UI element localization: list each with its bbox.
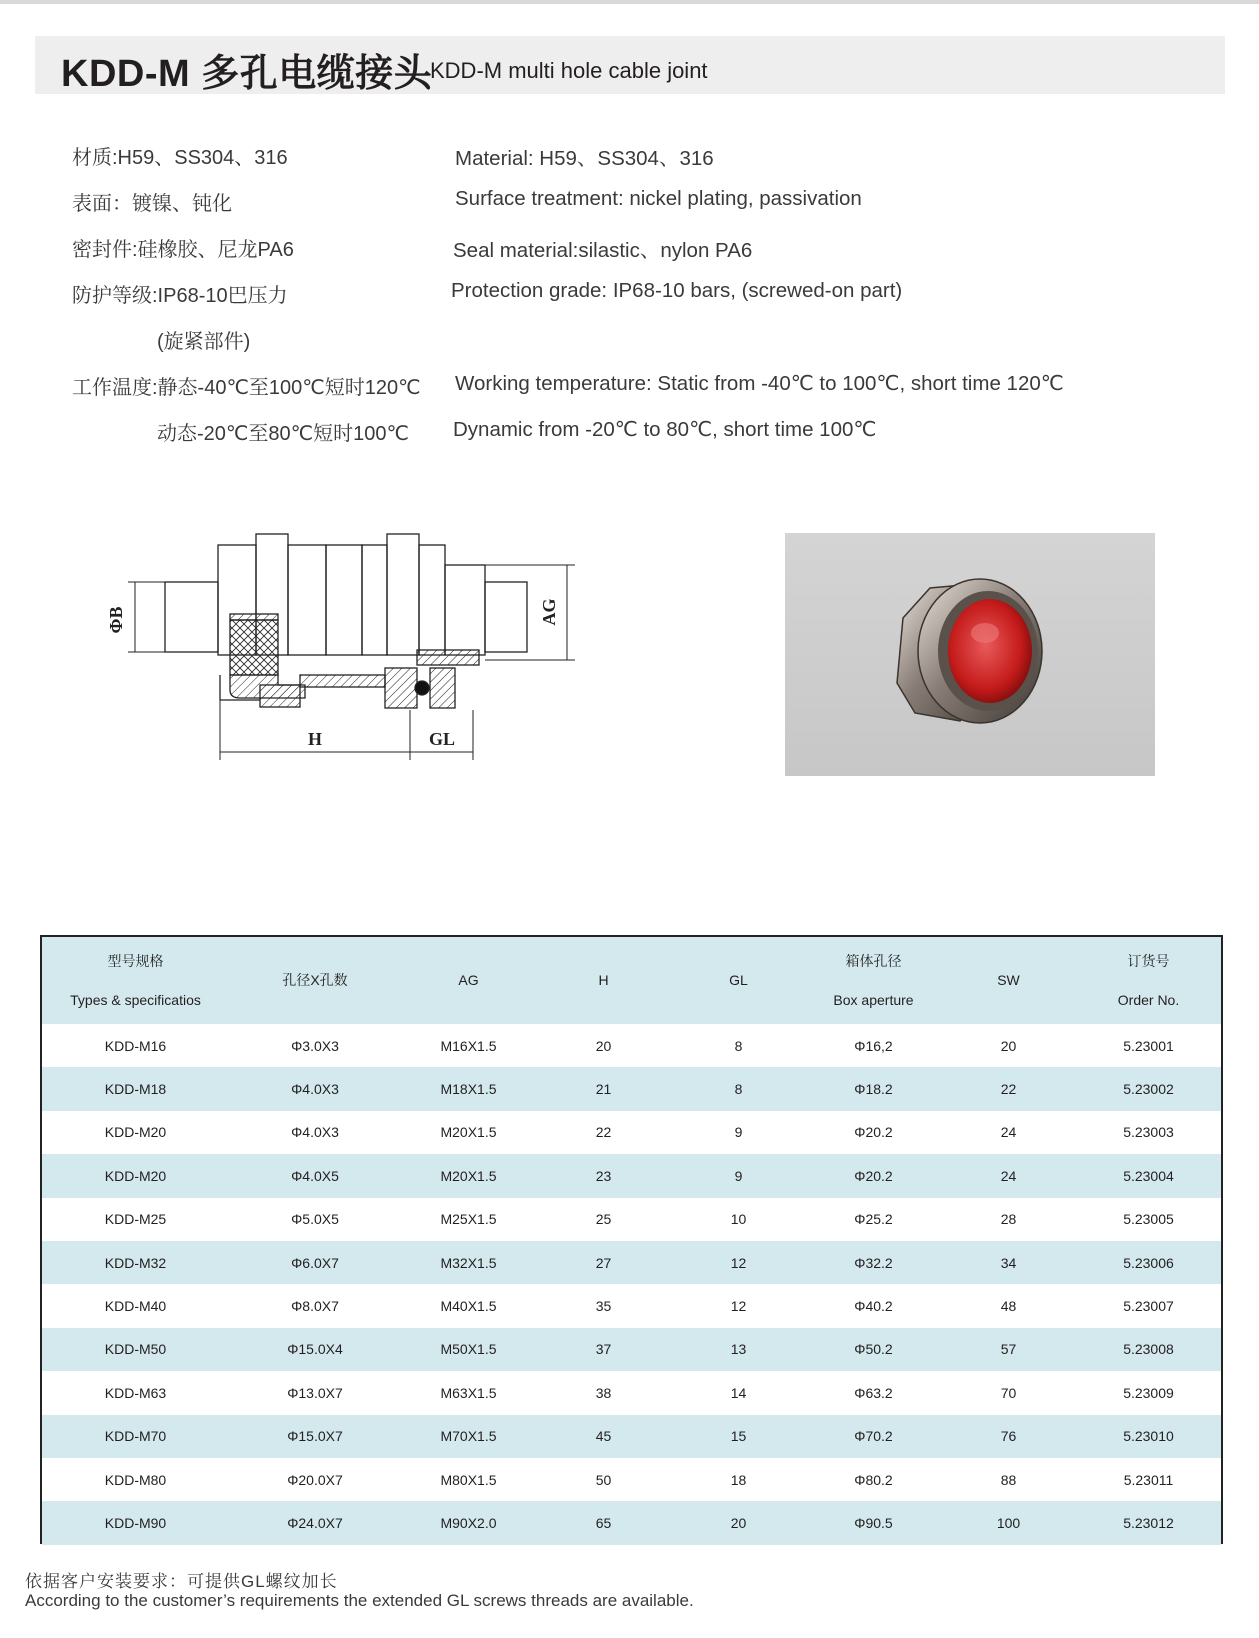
top-rule [0, 0, 1259, 4]
cell-sw: 22 [1000, 1081, 1017, 1098]
cell-h: 22 [595, 1124, 612, 1141]
cell-order-no: 5.23012 [1123, 1514, 1174, 1531]
cell-gl: 12 [730, 1298, 747, 1315]
cell-gl: 10 [730, 1211, 747, 1228]
cell-sw: 28 [1000, 1211, 1017, 1228]
cell-gl: 9 [734, 1167, 743, 1184]
cell-gl: 12 [730, 1254, 747, 1271]
cell-h: 21 [595, 1081, 612, 1098]
cell-gl: 13 [730, 1341, 747, 1358]
cell-sw: 76 [1000, 1428, 1017, 1445]
cell-box-aperture: Φ16,2 [854, 1037, 893, 1054]
cell-ag: M16X1.5 [440, 1037, 497, 1054]
cell-hole: Φ15.0X7 [287, 1428, 343, 1445]
cell-gl: 15 [730, 1428, 747, 1445]
spec-temp-static-cn: 工作温度:静态-40℃至100℃短时120℃ [72, 377, 421, 399]
cell-h: 38 [595, 1384, 612, 1401]
cell-h: 25 [595, 1211, 612, 1228]
table-row [42, 1111, 1221, 1154]
cell-order-no: 5.23005 [1123, 1211, 1174, 1228]
cell-sw: 88 [1000, 1471, 1017, 1488]
cell-box-aperture: Φ63.2 [854, 1384, 893, 1401]
cell-type: KDD-M18 [104, 1081, 167, 1098]
cell-type: KDD-M63 [104, 1384, 167, 1401]
title-band [35, 36, 1225, 94]
spec-surface-en: Surface treatment: nickel plating, passivation [455, 187, 862, 210]
cell-hole: Φ15.0X4 [287, 1341, 343, 1358]
page-title: KDD-M 多孔电缆接头 [61, 53, 433, 95]
cell-ag: M90X2.0 [440, 1514, 497, 1531]
cell-gl: 18 [730, 1471, 747, 1488]
cell-box-aperture: Φ70.2 [854, 1428, 893, 1445]
cable-gland-image [785, 533, 1155, 776]
cell-ag: M32X1.5 [440, 1254, 497, 1271]
cell-type: KDD-M16 [104, 1037, 167, 1054]
cell-gl: 20 [730, 1514, 747, 1531]
header-sw: SW [997, 972, 1020, 989]
cell-ag: M80X1.5 [440, 1471, 497, 1488]
cell-type: KDD-M20 [104, 1124, 167, 1141]
cell-sw: 20 [1000, 1037, 1017, 1054]
header-gl: GL [729, 972, 748, 989]
header-box-aperture: 箱体孔径 Box aperture [833, 952, 914, 1008]
cell-h: 27 [595, 1254, 612, 1271]
spec-temp-static-en: Working temperature: Static from -40℃ to 100℃, short time 120℃ [455, 372, 1064, 395]
cell-box-aperture: Φ90.5 [854, 1514, 893, 1531]
cell-type: KDD-M25 [104, 1211, 167, 1228]
cell-box-aperture: Φ32.2 [854, 1254, 893, 1271]
spec-material-en: Material: H59、SS304、316 [455, 147, 714, 170]
table-row [42, 1067, 1221, 1110]
cell-hole: Φ4.0X5 [291, 1167, 339, 1184]
cell-order-no: 5.23004 [1123, 1167, 1174, 1184]
cell-gl: 8 [734, 1037, 743, 1054]
cell-gl: 9 [734, 1124, 743, 1141]
cell-box-aperture: Φ20.2 [854, 1124, 893, 1141]
cell-box-aperture: Φ50.2 [854, 1341, 893, 1358]
table-row [42, 1458, 1221, 1501]
cell-h: 37 [595, 1341, 612, 1358]
cell-gl: 14 [730, 1384, 747, 1401]
cell-hole: Φ6.0X7 [291, 1254, 339, 1271]
cell-ag: M50X1.5 [440, 1341, 497, 1358]
spec-protection-note-cn: (旋紧部件) [157, 331, 251, 353]
footnote-cn: 依据客户安装要求：可提供GL螺纹加长 [25, 1572, 338, 1591]
cell-hole: Φ13.0X7 [287, 1384, 343, 1401]
cell-type: KDD-M20 [104, 1167, 167, 1184]
cell-ag: M20X1.5 [440, 1167, 497, 1184]
cell-ag: M63X1.5 [440, 1384, 497, 1401]
cell-hole: Φ4.0X3 [291, 1081, 339, 1098]
cell-ag: M18X1.5 [440, 1081, 497, 1098]
spec-seal-cn: 密封件:硅橡胶、尼龙PA6 [72, 239, 294, 261]
cell-sw: 24 [1000, 1167, 1017, 1184]
cell-h: 35 [595, 1298, 612, 1315]
spec-material-cn: 材质:H59、SS304、316 [72, 147, 288, 169]
spec-temp-dynamic-cn: 动态-20℃至80℃短时100℃ [157, 423, 409, 445]
header-hole: 孔径X孔数 [282, 972, 348, 989]
spec-protection-en: Protection grade: IP68-10 bars, (screwed-on part) [451, 279, 903, 302]
cell-box-aperture: Φ25.2 [854, 1211, 893, 1228]
header-type: 型号规格 Types & specificatios [70, 952, 201, 1008]
cell-order-no: 5.23011 [1123, 1471, 1174, 1488]
cell-type: KDD-M40 [104, 1298, 167, 1315]
cell-hole: Φ3.0X3 [291, 1037, 339, 1054]
cell-type: KDD-M32 [104, 1254, 167, 1271]
cell-hole: Φ4.0X3 [291, 1124, 339, 1141]
cell-hole: Φ24.0X7 [287, 1514, 343, 1531]
cell-box-aperture: Φ18.2 [854, 1081, 893, 1098]
header-order-no: 订货号 Order No. [1117, 952, 1180, 1008]
cell-h: 45 [595, 1428, 612, 1445]
cell-hole: Φ20.0X7 [287, 1471, 343, 1488]
cell-order-no: 5.23001 [1123, 1037, 1174, 1054]
table-row [42, 1371, 1221, 1414]
cell-type: KDD-M90 [104, 1514, 167, 1531]
cell-gl: 8 [734, 1081, 743, 1098]
cell-ag: M25X1.5 [440, 1211, 497, 1228]
cell-box-aperture: Φ40.2 [854, 1298, 893, 1315]
product-photo [785, 533, 1155, 776]
table-row [42, 1024, 1221, 1067]
table-header-row [42, 937, 1221, 1024]
spec-protection-cn: 防护等级:IP68-10巴压力 [72, 285, 288, 307]
cell-order-no: 5.23008 [1123, 1341, 1174, 1358]
cell-order-no: 5.23010 [1123, 1428, 1174, 1445]
cell-order-no: 5.23007 [1123, 1298, 1174, 1315]
cell-ag: M40X1.5 [440, 1298, 497, 1315]
cell-sw: 34 [1000, 1254, 1017, 1271]
table-row [42, 1501, 1221, 1544]
spec-temp-dynamic-en: Dynamic from -20℃ to 80℃, short time 100℃ [453, 418, 877, 441]
cell-type: KDD-M70 [104, 1428, 167, 1445]
cell-sw: 100 [996, 1514, 1021, 1531]
cell-sw: 70 [1000, 1384, 1017, 1401]
header-h: H [598, 972, 609, 989]
cell-order-no: 5.23002 [1123, 1081, 1174, 1098]
spec-surface-cn: 表面：镀镍、钝化 [72, 193, 232, 215]
cell-order-no: 5.23009 [1123, 1384, 1174, 1401]
cell-order-no: 5.23003 [1123, 1124, 1174, 1141]
technical-drawing [100, 520, 590, 780]
cell-order-no: 5.23006 [1123, 1254, 1174, 1271]
table-row [42, 1415, 1221, 1458]
cell-h: 23 [595, 1167, 612, 1184]
table-row [42, 1154, 1221, 1197]
cell-hole: Φ5.0X5 [291, 1211, 339, 1228]
dim-label-h: H [307, 729, 323, 749]
table-row [42, 1198, 1221, 1241]
table-row [42, 1284, 1221, 1327]
header-ag: AG [458, 972, 479, 989]
footnote-en: According to the customer’s requirements the extended GL screws threads are available. [25, 1591, 694, 1610]
cell-box-aperture: Φ20.2 [854, 1167, 893, 1184]
spec-table [40, 935, 1223, 1544]
table-row [42, 1328, 1221, 1371]
cell-ag: M20X1.5 [440, 1124, 497, 1141]
cell-h: 50 [595, 1471, 612, 1488]
dim-label-ag: AG [539, 598, 559, 626]
cell-type: KDD-M80 [104, 1471, 167, 1488]
cell-ag: M70X1.5 [440, 1428, 497, 1445]
cell-hole: Φ8.0X7 [291, 1298, 339, 1315]
table-row [42, 1241, 1221, 1284]
cell-sw: 48 [1000, 1298, 1017, 1315]
cell-h: 65 [595, 1514, 612, 1531]
page-subtitle: KDD-M multi hole cable joint [430, 58, 708, 83]
cell-type: KDD-M50 [104, 1341, 167, 1358]
cell-box-aperture: Φ80.2 [854, 1471, 893, 1488]
cell-h: 20 [595, 1037, 612, 1054]
dim-label-b: ΦB [106, 606, 126, 634]
spec-seal-en: Seal material:silastic、nylon PA6 [453, 239, 753, 262]
cell-sw: 24 [1000, 1124, 1017, 1141]
cell-sw: 57 [1000, 1341, 1017, 1358]
dim-label-gl: GL [428, 729, 456, 749]
